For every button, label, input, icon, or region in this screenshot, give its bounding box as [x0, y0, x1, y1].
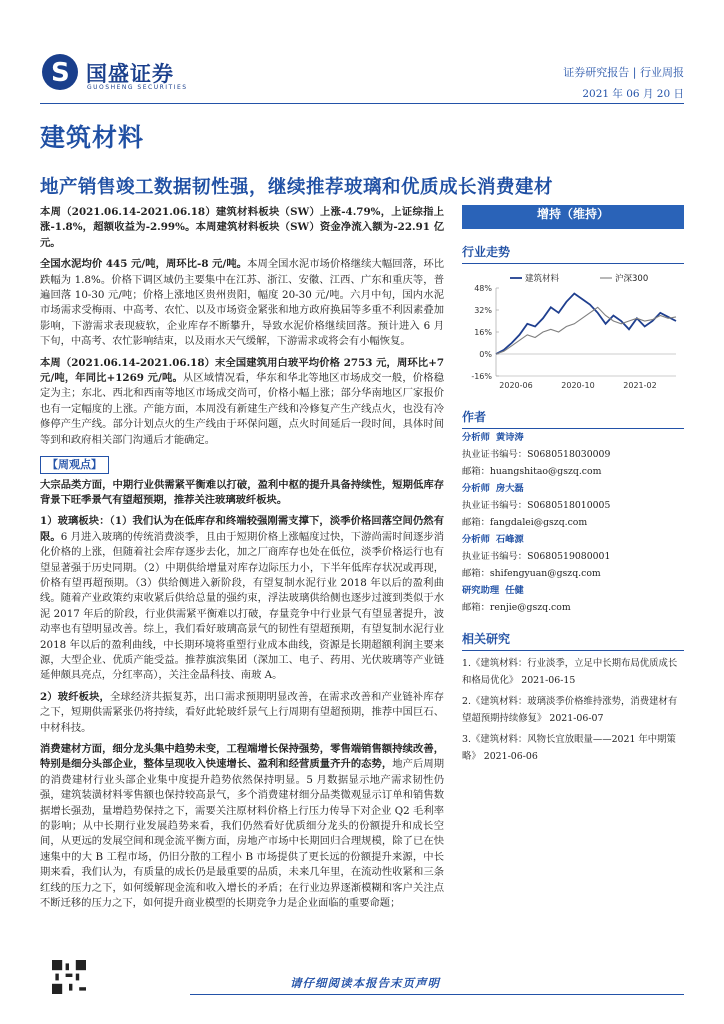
logo-name-cn: 国盛证券 [86, 62, 174, 86]
email-label: 邮箱： [462, 602, 490, 613]
analyst-list [462, 429, 684, 616]
authors-section-title: 作者 [462, 408, 684, 429]
consumer-text: 地产后周期的消费建材行业头部企业集中度提升趋势依然保持明显。5 月数据显示地产需求韧性仍强，建筑装潢材料零售额也保持较高景气，多个消费建材细分品类微观显示订单和销售数据增长强劲，量增趋势保持之下，需要关注原材料价格上行压力传导下对企业 Q2 毛利率的影响；从中长期行业发展趋势来看，我们仍然看好优质细分龙头的份额提升和成长空间，从更远的发展空间和现金流平衡方面，房地产市场中长期回归合理规模，除了已在快速集中的大 B 工程市场，仍旧分散的工程小 B 市场提供了更长远的份额提升来源，中长期来看，我们认为，有质量的成长仍是最重要的品质，未来几年里，在流动性收紧和三条红线的压力之下，如何缓解现金流和收入增长的矛盾；在行业边界逐渐模糊和客户关注点不断迁移的压力之下，如何提升商业模型的长期竞争力是企业面临的重要命题； [40, 758, 445, 910]
x-tick-label: 2020-06 [499, 381, 533, 390]
weekly-view-tag: 【周观点】 [40, 456, 109, 473]
analyst-role: 分析师 [462, 483, 490, 494]
logo-name-en: GUOSHENG SECURITIES [87, 84, 188, 91]
related-report-date: 2021-06-15 [521, 675, 576, 686]
related-report-title[interactable]: 3.《建筑材料：风物长宜放眼量——2021 年中期策略》 [462, 734, 676, 762]
cert-number: S0680519080001 [527, 551, 611, 562]
y-tick-label: 16% [474, 328, 492, 337]
glass-paragraph [40, 356, 444, 448]
legend-label-csi300: 沪深300 [615, 274, 649, 284]
rating-badge: 增持（维持） [462, 205, 684, 229]
footer-divider [190, 994, 684, 995]
report-type: 证券研究报告 | 行业周报 [563, 66, 684, 79]
cert-label: 执业证书编号： [462, 500, 528, 511]
analyst-name: 石峰源 [495, 534, 524, 545]
assistant-name: 任健 [505, 585, 524, 596]
analyst-email[interactable]: huangshitao@gszq.com [489, 466, 602, 477]
cert-label: 执业证书编号： [462, 449, 528, 460]
fiberglass-headline: 2）玻纤板块， [40, 690, 110, 703]
cement-text: 本周全国水泥市场价格继续大幅回落，环比跌幅为 1.8%。价格下调区域仍主要集中在江苏、浙江、安徽、江西、广东和重庆等，普遍回落 10-30 元/吨；价格上涨地区贵州贵阳，幅度 20-30 元/吨。六月中旬，国内水泥市场需求受梅雨、中高考、农忙、以及市场资金紧张和地方政府换届等多重不利因素叠加影响，下游需求表现疲软，企业库存不断攀升，导致水泥价格继续回落。预计进入 6 月下旬，中高考、农忙影响结束，以及雨水天气缓解，下游需求或将会有小幅恢复。 [40, 258, 444, 348]
report-date: 2021 年 06 月 20 日 [582, 88, 684, 100]
logo-mark-icon: S [42, 54, 78, 90]
qr-code-icon [52, 960, 86, 994]
industry-title: 建筑材料 [40, 123, 145, 152]
fiberglass-text: 全球经济共振复苏，出口需求预期明显改善，在需求改善和产业链补库存之下，短期供需紧张仍将持续，看好此轮玻纤景气上行周期有望超预期，推荐中国巨石、中材科技。 [40, 690, 444, 734]
analyst-role: 分析师 [462, 534, 490, 545]
main-body [40, 205, 444, 917]
assistant-entry [462, 582, 684, 616]
related-report-title[interactable]: 1.《建筑材料：行业淡季，立足中长期布局优质成长和格局优化》 [462, 658, 678, 686]
bulk-view [40, 478, 444, 509]
trend-section-title: 行业走势 [462, 243, 684, 264]
email-label: 邮箱： [462, 466, 490, 477]
analyst-entry [462, 531, 684, 582]
related-report-list [462, 655, 684, 765]
glass-sector-headline: 1）玻璃板块：（1）我们认为在低库存和终端较强刚需支撑下，淡季价格回落空间仍然有限。 [40, 515, 444, 543]
legend-label-building-materials: 建筑材料 [525, 274, 560, 284]
y-tick-label: 32% [474, 306, 492, 315]
cert-number: S0680518030009 [527, 449, 611, 460]
weekly-performance-text: 本周（2021.06.14-2021.06.18）建筑材料板块（SW）上涨-4.79%，上证综指上涨-1.8%，超额收益为-2.99%。本周建筑材料板块（SW）资金净流入额为-22.91 亿元。 [40, 206, 444, 249]
glass-headline: 本周（2021.06.14-2021.06.18）末全国建筑用白玻平均价格 2753 元，周环比+7 元/吨，年同比+1269 元/吨。 [40, 356, 444, 385]
related-report[interactable] [462, 693, 684, 727]
sidebar [462, 205, 684, 765]
analyst-email[interactable]: shifengyuan@gszq.com [489, 568, 601, 579]
footer-disclaimer: 请仔细阅读本报告末页声明 [290, 976, 440, 990]
analyst-role: 分析师 [462, 432, 490, 443]
header-divider [40, 103, 684, 104]
bulk-view-text: 大宗品类方面，中期行业供需紧平衡难以打破，盈利中枢的提升具备持续性，短期低库存背景下旺季景气有望超预期，推荐关注玻璃玻纤板块。 [40, 478, 444, 506]
analyst-email[interactable]: fangdalei@gszq.com [489, 517, 588, 528]
cert-label: 执业证书编号： [462, 551, 528, 562]
email-label: 邮箱： [462, 568, 490, 579]
glass-sector-view [40, 514, 444, 683]
consumer-headline: 消费建材方面，细分龙头集中趋势未变，工程端增长保持强势，零售端销售额持续改善，特别是细分头部企业，整体呈现收入快速增长、盈利和经营质量齐升的态势， [40, 743, 444, 771]
report-headline: 地产销售竣工数据韧性强，继续推荐玻璃和优质成长消费建材 [40, 177, 554, 198]
consumer-materials-view [40, 742, 444, 911]
cement-paragraph [40, 257, 444, 349]
x-tick-label: 2021-02 [623, 381, 657, 390]
related-report[interactable] [462, 655, 684, 689]
analyst-entry [462, 480, 684, 531]
weekly-performance [40, 205, 444, 251]
cement-headline: 全国水泥均价 445 元/吨，周环比-8 元/吨。 [40, 258, 248, 271]
analyst-name: 黄诗涛 [495, 432, 524, 443]
y-tick-label: 0% [479, 350, 492, 359]
cert-number: S0680518010005 [527, 500, 611, 511]
related-report-title[interactable]: 2.《建筑材料：玻璃淡季价格维持涨势，消费建材有望超预期持续修复》 [462, 696, 678, 724]
y-tick-label: -16% [471, 372, 492, 381]
fiberglass-view [40, 690, 444, 736]
y-tick-label: 48% [474, 284, 492, 293]
analyst-name: 房大磊 [495, 483, 524, 494]
related-report-date: 2021-06-06 [483, 751, 538, 762]
analyst-entry [462, 429, 684, 480]
email-label: 邮箱： [462, 517, 490, 528]
related-section-title: 相关研究 [462, 630, 684, 651]
assistant-email[interactable]: renjie@gszq.com [489, 602, 571, 613]
glass-sector-text: 6 月进入玻璃的传统消费淡季，且由于短期价格上涨幅度过快，下游尚需时间逐步消化价格的上涨，但随着社会库存逐步去化，加之厂商库存也处在低位，淡季价格运行也有望显著强于历史同期。（2）中期供给增量对库存边际压力小，下半年低库存状况或再现，价格有望再超预期。（3）供给侧进入新阶段，有望复制水泥行业 2018 年以后的盈利曲线。随着产业政策约束收紧后供给总量的强约束，浮法玻璃供给侧也逐步过渡到类似于水泥 2017 年后的阶段，行业供需紧平衡难以打破，存量竞争中行业景气有望显著提升，波动率也有望明显改善。综上，我们看好玻璃高景气的韧性有望超预期，有望复制水泥行业 2018 年以后的盈利曲线，中长期环境将重塑行业成本曲线，资源是长期超额利润主要来源，大型企业、优质产能受益。推荐旗滨集团（深加工、电子、药用、光伏玻璃等产业链延伸颇具亮点，分红率高），关注金晶科技、南玻 A。 [40, 530, 444, 682]
series-line-building-materials [496, 294, 676, 355]
assistant-role: 研究助理 [462, 585, 500, 596]
related-report-date: 2021-06-07 [549, 713, 604, 724]
related-report[interactable] [462, 731, 684, 765]
company-logo [42, 52, 192, 100]
industry-trend-chart [462, 268, 684, 398]
x-tick-label: 2020-10 [561, 381, 595, 390]
glass-text: 从区域情况看，华东和华北等地区市场成交一般，价格稳定为主；东北、西北和西南等地区市场成交尚可，价格小幅上涨；部分华南地区厂家报价也有一定幅度的上涨。产能方面，本周没有新建生产线和冷修复产生产线点火，也没有冷修停产生产线。部分计划点火的生产线由于环保问题，点火时间延后一段时间，具体时间等到和政府相关部门沟通后才能确定。 [40, 372, 444, 446]
